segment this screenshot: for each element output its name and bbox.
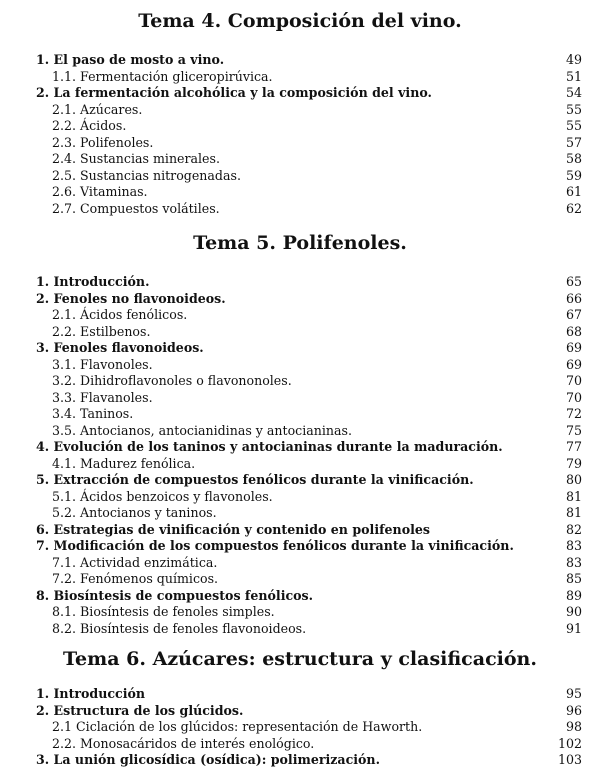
toc-entry-sub: [0, 406, 600, 423]
toc-entry-label: 7.2. Fenómenos químicos.: [52, 571, 219, 586]
toc-entry-label: 2.5. Sustancias nitrogenadas.: [52, 167, 241, 183]
toc-page-number: 69: [565, 340, 582, 355]
toc-page-number: 57: [565, 134, 582, 150]
toc-entry-sub: [0, 184, 600, 201]
toc-entry-sub: [0, 135, 600, 152]
toc-entry-sub: [0, 102, 600, 119]
toc-entry-main: [0, 291, 600, 308]
toc-page-number: 77: [565, 439, 582, 454]
toc-entry-sub: [0, 456, 600, 473]
toc-entry-label: 1. Introducción.: [36, 274, 150, 289]
toc-entry-sub: [0, 390, 600, 407]
toc-entry-sub: [0, 373, 600, 390]
toc-entry-label: 4.1. Madurez fenólica.: [52, 455, 196, 471]
toc-entry-sub: [0, 324, 600, 341]
toc-page-number: 58: [565, 151, 582, 166]
toc-list: [0, 52, 600, 217]
toc-page-number: 96: [565, 702, 582, 718]
toc-page-number: 83: [565, 538, 582, 553]
toc-entry-sub: [0, 357, 600, 374]
toc-entry-sub: [0, 168, 600, 185]
toc-page-number: 51: [565, 68, 582, 84]
toc-entry-label: 5.1. Ácidos benzoicos y flavonoles.: [52, 488, 273, 504]
toc-entry-sub: [0, 118, 600, 135]
toc-entry-label: 2.2. Estilbenos.: [52, 323, 151, 339]
toc-entry-main: [0, 538, 600, 555]
toc-page-number: 103: [557, 752, 582, 767]
toc-page-number: 61: [565, 184, 582, 199]
toc-entry-sub: [0, 555, 600, 572]
tema-6-section: [0, 648, 600, 769]
toc-entry-label: 6. Estrategias de vinificación y contenido en polifenoles: [36, 521, 430, 537]
toc-entry-label: 2.1. Ácidos fenólicos.: [52, 307, 188, 322]
toc-page-number: 85: [565, 571, 582, 586]
toc-entry-label: 2. Estructura de los glúcidos.: [36, 702, 244, 718]
toc-page-number: 49: [565, 52, 582, 67]
toc-page-number: 59: [565, 167, 582, 183]
toc-entry-label: 3.5. Antocianos, antocianidinas y antocianinas.: [52, 422, 352, 438]
toc-entry-label: 3. La unión glicosídica (osídica): polimerización.: [36, 752, 380, 767]
section-title: Tema 6. Azúcares: estructura y clasificación.: [63, 648, 537, 670]
toc-page-number: 90: [565, 604, 582, 619]
toc-entry-label: 8. Biosíntesis de compuestos fenólicos.: [36, 587, 314, 603]
toc-entry-sub: [0, 505, 600, 522]
toc-entry-label: 5.2. Antocianos y taninos.: [52, 505, 217, 520]
toc-list: [0, 686, 600, 769]
toc-page-number: 80: [565, 472, 582, 487]
toc-entry-label: 3.3. Flavanoles.: [52, 389, 153, 405]
toc-entry-main: [0, 439, 600, 456]
toc-page-number: 102: [557, 735, 582, 751]
toc-entry-sub: [0, 604, 600, 621]
toc-page-number: 67: [565, 307, 582, 322]
toc-entry-main: [0, 703, 600, 720]
toc-page-number: 91: [565, 620, 582, 636]
toc-page-number: 81: [565, 505, 582, 520]
toc-page-number: 98: [565, 719, 582, 734]
tema-4-section: [0, 10, 600, 217]
toc-entry-label: 2.4. Sustancias minerales.: [52, 151, 220, 166]
toc-entry-label: 2.2. Ácidos.: [52, 118, 127, 133]
toc-page-number: 66: [565, 290, 582, 306]
toc-entry-label: 2.3. Polifenoles.: [52, 134, 154, 150]
toc-entry-label: 1.1. Fermentación gliceropirúvica.: [52, 68, 273, 84]
toc-page-number: 55: [565, 118, 582, 133]
toc-entry-main: [0, 472, 600, 489]
toc-page-number: 82: [565, 521, 582, 537]
toc-entry-label: 3. Fenoles flavonoideos.: [36, 340, 204, 355]
toc-page-number: 70: [565, 373, 582, 388]
toc-entry-main: [0, 686, 600, 703]
toc-entry-label: 5. Extracción de compuestos fenólicos durante la vinificación.: [36, 472, 474, 487]
toc-entry-main: [0, 752, 600, 769]
toc-entry-sub: [0, 201, 600, 218]
toc-page-number: 62: [565, 200, 582, 216]
toc-entry-label: 2. Fenoles no flavonoideos.: [36, 290, 226, 306]
toc-entry-label: 2. La fermentación alcohólica y la composición del vino.: [36, 85, 432, 100]
toc-entry-sub: [0, 621, 600, 638]
toc-entry-sub: [0, 423, 600, 440]
toc-page-number: 68: [565, 323, 582, 339]
toc-entry-label: 3.2. Dihidroflavonoles o flavononoles.: [52, 373, 292, 388]
toc-entry-main: [0, 340, 600, 357]
toc-entry-label: 4. Evolución de los taninos y antocianinas durante la maduración.: [36, 439, 503, 454]
toc-entry-label: 1. Introducción: [36, 686, 146, 701]
toc-entry-label: 2.6. Vitaminas.: [52, 184, 148, 199]
toc-entry-label: 7. Modificación de los compuestos fenólicos durante la vinificación.: [36, 538, 514, 553]
toc-page-number: 89: [565, 587, 582, 603]
toc-page-number: 72: [565, 406, 582, 421]
toc-entry-label: 2.2. Monosacáridos de interés enológico.: [52, 735, 315, 751]
toc-page-number: 55: [565, 101, 582, 117]
toc-entry-sub: [0, 736, 600, 753]
toc-entry-main: [0, 85, 600, 102]
toc-entry-label: 2.1. Azúcares.: [52, 101, 143, 117]
toc-page-number: 79: [565, 455, 582, 471]
toc-list: [0, 274, 600, 637]
toc-entry-label: 8.2. Biosíntesis de fenoles flavonoideos.: [52, 620, 307, 636]
toc-page-number: 95: [565, 686, 582, 701]
toc-page-number: 65: [565, 274, 582, 289]
toc-entry-sub: [0, 489, 600, 506]
toc-page-number: 81: [565, 488, 582, 504]
toc-entry-label: 8.1. Biosíntesis de fenoles simples.: [52, 604, 275, 619]
toc-entry-label: 1. El paso de mosto a vino.: [36, 52, 225, 67]
toc-entry-sub: [0, 719, 600, 736]
toc-entry-label: 7.1. Actividad enzimática.: [52, 554, 218, 570]
section-title: Tema 5. Polifenoles.: [193, 232, 407, 254]
toc-page-number: 54: [565, 85, 582, 100]
toc-entry-main: [0, 588, 600, 605]
toc-entry-label: 2.1 Ciclación de los glúcidos: representación de Haworth.: [52, 719, 423, 734]
toc-entry-sub: [0, 151, 600, 168]
toc-entry-label: 2.7. Compuestos volátiles.: [52, 200, 220, 216]
toc-page-number: 83: [565, 554, 582, 570]
toc-entry-main: [0, 52, 600, 69]
toc-page-number: 69: [565, 356, 582, 372]
toc-entry-main: [0, 274, 600, 291]
toc-entry-label: 3.1. Flavonoles.: [52, 356, 153, 372]
toc-entry-label: 3.4. Taninos.: [52, 406, 134, 421]
toc-entry-sub: [0, 307, 600, 324]
toc-page-number: 70: [565, 389, 582, 405]
toc-entry-main: [0, 522, 600, 539]
toc-entry-sub: [0, 69, 600, 86]
tema-5-section: [0, 232, 600, 637]
section-title: Tema 4. Composición del vino.: [138, 10, 462, 32]
toc-page-number: 75: [565, 422, 582, 438]
toc-entry-sub: [0, 571, 600, 588]
